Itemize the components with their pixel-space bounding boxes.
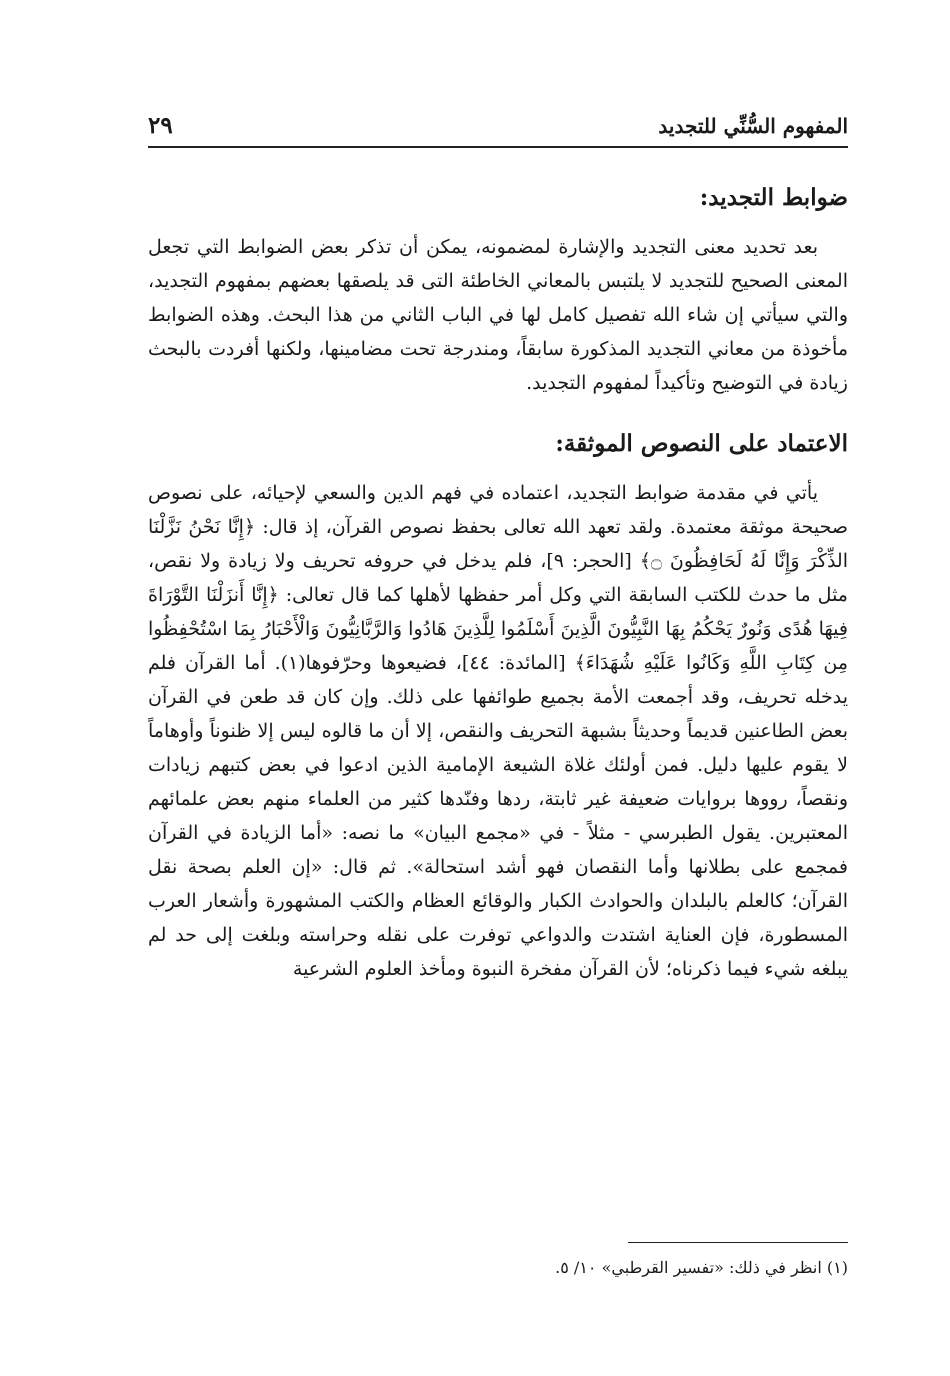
page-number: ٢٩ (148, 112, 173, 139)
running-title: المفهوم السُّنِّي للتجديد (658, 114, 848, 138)
header-divider (148, 146, 848, 148)
page-header (148, 112, 848, 142)
section-heading-renewal-controls: ضوابط التجديد: (699, 184, 848, 211)
paragraph: يأتي في مقدمة ضوابط التجديد، اعتماده في فهم الدين والسعي لإحيائه، على نصوص صحيحة موثقة معتمدة. ولقد تعهد الله تعالى بحفظ نصوص القرآن، إذ قال: ﴿إِنَّا نَحْنُ نَزَّلْنَا الذِّكْرَ وَإِنَّا لَهُ لَحَافِظُونَ ۝﴾ [الحجر: ٩]، فلم يدخل في حروفه تحريف ولا زيادة ولا نقص، مثل ما حدث للكتب السابقة التي وكل أمر حفظها لأهلها كما قال تعالى: ﴿إِنَّا أَنزَلْنَا التَّوْرَاةَ فِيهَا هُدًى وَنُورٌ يَحْكُمُ بِهَا النَّبِيُّونَ الَّذِينَ أَسْلَمُوا لِلَّذِينَ هَادُوا وَالرَّبَّانِيُّونَ وَالْأَحْبَارُ بِمَا اسْتُحْفِظُوا مِن كِتَابِ اللَّهِ وَكَانُوا عَلَيْهِ شُهَدَاءَ﴾ [المائدة: ٤٤]، فضيعوها وحرّفوها(١). أما القرآن فلم يدخله تحريف، وقد أجمعت الأمة بجميع طوائفها على ذلك. وإن كان قد طعن في القرآن بعض الطاعنين قديماً وحديثاً بشبهة التحريف والنقص، إلا أن ما قالوه ليس إلا ظنوناً وأوهاماً لا يقوم عليها دليل. فمن أولئك غلاة الشيعة الإمامية الذين ادعوا في بعض كتبهم زيادات ونقصاً، رووها بروايات ضعيفة غير ثابتة، ردها وفنّدها كثير من العلماء منهم بعض علمائهم المعتبرين. يقول الطبرسي - مثلاً - في «مجمع البيان» ما نصه: «أما الزيادة في القرآن فمجمع على بطلانها وأما النقصان فهو أشد استحالة». ثم قال: «إن العلم بصحة نقل القرآن؛ كالعلم بالبلدان والحوادث الكبار والوقائع العظام والكتب المشهورة وأشعار العرب المسطورة، فإن العناية اشتدت والدواعي توفرت على نقله وحراسته وبلغت إلى حد لم يبلغه شيء فيما ذكرناه؛ لأن القرآن مفخرة النبوة ومأخذ العلوم الشرعية (148, 482, 848, 980)
footnote: (١) انظر في ذلك: «تفسير القرطبي» ١٠/ ٥. (555, 1258, 848, 1277)
paragraph: بعد تحديد معنى التجديد والإشارة لمضمونه، يمكن أن تذكر بعض الضوابط التي تجعل المعنى الصحيح للتجديد لا يلتبس بالمعاني الخاطئة التى قد يلصقها بعضهم بمفهوم التجديد، والتي سيأتي إن شاء الله تفصيل كامل لها في الباب الثاني من هذا البحث. وهذه الضوابط مأخوذة من معاني التجديد المذكورة سابقاً، ومندرجة تحت مضامينها، ولكنها أفردت بالبحث زيادة في التوضيح وتأكيداً لمفهوم التجديد. (148, 236, 848, 394)
section-heading-reliable-texts: الاعتماد على النصوص الموثقة: (555, 430, 848, 457)
footnote-divider (628, 1242, 848, 1243)
page-body (148, 168, 848, 986)
